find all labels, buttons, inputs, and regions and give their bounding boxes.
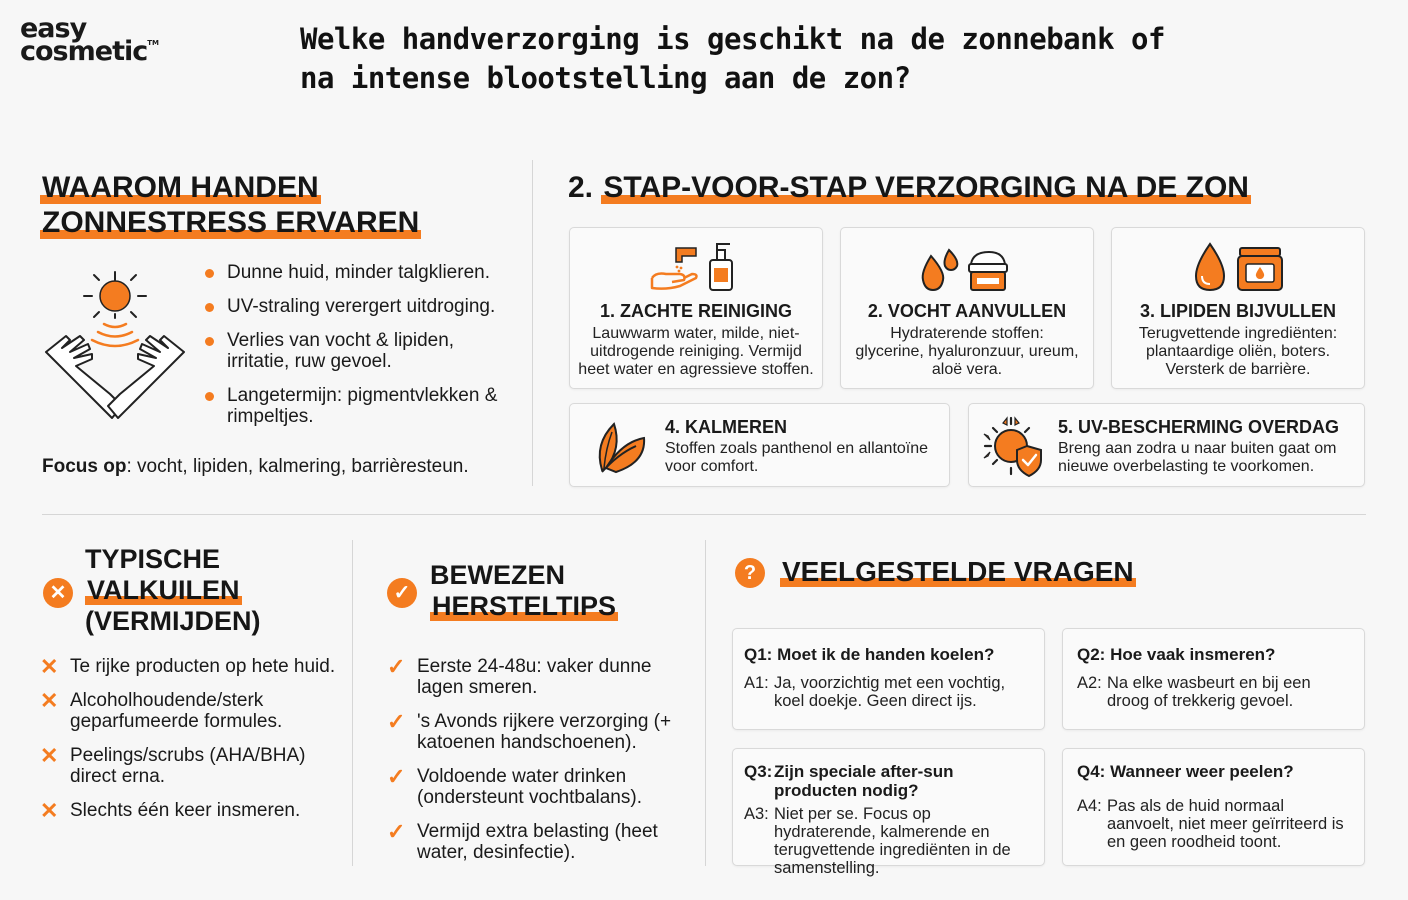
checkmark-icon: ✓ bbox=[387, 764, 406, 789]
section3-title bbox=[85, 544, 335, 637]
list-item bbox=[40, 690, 340, 732]
divider-vertical bbox=[532, 160, 533, 486]
section3-title-line2: VALKUILEN bbox=[87, 575, 240, 605]
step-text: Breng aan zodra u naar buiten gaat om nieuwe overbelasting te voorkomen. bbox=[1058, 440, 1337, 475]
section1-title bbox=[40, 170, 500, 240]
step-text: Lauwwarm water, milde, niet-uitdrogende reiniging. Vermijd heet water en agressieve stoffen. bbox=[578, 325, 814, 378]
faq-title-text: VEELGESTELDE VRAGEN bbox=[782, 556, 1134, 587]
step-title: 4. KALMEREN bbox=[665, 417, 788, 437]
faq-card bbox=[1062, 748, 1365, 866]
step-body bbox=[1058, 417, 1354, 476]
checkmark-icon: ✓ bbox=[387, 819, 406, 844]
step-title: 1. ZACHTE REINIGING bbox=[599, 301, 792, 321]
oil-drop-jar-icon bbox=[1112, 238, 1364, 294]
cross-icon: ✕ bbox=[40, 654, 59, 679]
focus-line bbox=[42, 456, 469, 478]
step-title: 2. VOCHT AANVULLEN bbox=[867, 301, 1067, 321]
divider-horizontal bbox=[42, 514, 1366, 515]
divider-vertical bbox=[352, 540, 353, 866]
step-body bbox=[665, 417, 935, 476]
section1-title-line2: ZONNESTRESS ERVAREN bbox=[42, 206, 420, 239]
faq-card bbox=[732, 628, 1045, 730]
hand-wash-pump-bottle-icon bbox=[570, 238, 822, 294]
logo-trademark: TM bbox=[147, 38, 159, 47]
step-text: Hydraterende stoffen: glycerine, hyaluronzuur, ureum, aloë vera. bbox=[855, 325, 1079, 378]
section4-title-line2: HERSTELTIPS bbox=[432, 591, 617, 621]
pitfalls-list bbox=[40, 656, 340, 834]
faq-answer bbox=[1077, 674, 1354, 710]
faq-question-text: Wanneer weer peelen? bbox=[1110, 762, 1294, 781]
list-item bbox=[40, 800, 340, 821]
faq-question-prefix: Q4: bbox=[1077, 762, 1106, 781]
step-card-reiniging bbox=[569, 227, 823, 389]
sun-shield-icon bbox=[983, 414, 1045, 478]
section2-number: 2. bbox=[568, 171, 594, 204]
step-card-uv bbox=[968, 403, 1365, 487]
list-item-text: Verlies van vocht & lipiden, irritatie, ruw gevoel. bbox=[227, 330, 455, 372]
faq-answer-text: Pas als de huid normaal aanvoelt, niet meer geïrriteerd is en geen roodheid toont. bbox=[1107, 797, 1344, 851]
tips-list bbox=[387, 656, 687, 876]
faq-answer bbox=[744, 674, 1034, 710]
list-item bbox=[40, 745, 340, 787]
list-item bbox=[40, 656, 340, 677]
faq-question-text: Moet ik de handen koelen? bbox=[777, 645, 995, 664]
step-card-kalmeren bbox=[569, 403, 950, 487]
logo-word: cosmetic bbox=[20, 35, 148, 67]
faq-answer-prefix: A1: bbox=[744, 674, 769, 692]
list-item-text: 's Avonds rijkere verzorging (+ katoenen handschoenen). bbox=[417, 711, 672, 753]
list-item bbox=[387, 656, 687, 698]
faq-question-prefix: Q1: bbox=[744, 645, 773, 664]
water-drops-cream-jar-icon bbox=[841, 238, 1093, 294]
faq-answer-text: Na elke wasbeurt en bij een droog of trekkerig gevoel. bbox=[1107, 674, 1311, 710]
list-item-text: Alcoholhoudende/sterk geparfumeerde formules. bbox=[70, 690, 283, 732]
list-item-text: UV-straling verergert uitdroging. bbox=[227, 296, 496, 317]
section1-title-line1: WAAROM HANDEN bbox=[42, 171, 319, 204]
bullet-dot-icon bbox=[205, 392, 214, 401]
faq-question bbox=[1077, 645, 1354, 664]
logo-line-2 bbox=[20, 35, 159, 67]
step-title: 5. UV-BESCHERMING OVERDAG bbox=[1058, 417, 1340, 437]
faq-question bbox=[1077, 762, 1354, 781]
list-item-text: Voldoende water drinken (ondersteunt vochtbalans). bbox=[417, 766, 642, 808]
checkmark-icon: ✓ bbox=[387, 709, 406, 734]
faq-question-prefix: Q2: bbox=[1077, 645, 1106, 664]
faq-question bbox=[744, 645, 1034, 664]
faq-answer bbox=[744, 805, 1034, 877]
section3-title-line1: TYPISCHE bbox=[85, 544, 221, 574]
checkmark-icon: ✓ bbox=[387, 654, 406, 679]
bullet-dot-icon bbox=[205, 269, 214, 278]
list-item bbox=[205, 262, 505, 283]
section2-title bbox=[568, 170, 1251, 205]
bullet-dot-icon bbox=[205, 337, 214, 346]
logo-line-1: easy bbox=[20, 13, 87, 44]
section3-title-line3: (VERMIJDEN) bbox=[85, 606, 261, 636]
section1-bullet-list bbox=[205, 262, 505, 440]
close-icon: ✕ bbox=[43, 578, 73, 608]
divider-vertical bbox=[705, 540, 706, 866]
list-item bbox=[205, 385, 505, 427]
list-item-text: Peelings/scrubs (AHA/BHA) direct erna. bbox=[70, 745, 306, 787]
section4-title bbox=[430, 560, 680, 622]
list-item-text: Eerste 24-48u: vaker dunne lagen smeren. bbox=[417, 656, 652, 698]
list-item-text: Vermijd extra belasting (heet water, desinfectie). bbox=[417, 821, 658, 863]
section4-title-line1: BEWEZEN bbox=[430, 560, 565, 590]
cross-icon: ✕ bbox=[40, 743, 59, 768]
sun-over-crossed-hands-icon bbox=[40, 266, 190, 426]
step-text: Stoffen zoals panthenol en allantoïne voor comfort. bbox=[665, 440, 929, 475]
list-item bbox=[387, 821, 687, 863]
page-title: Welke handverzorging is geschikt na de zonnebank of na intense blootstelling aan de zon? bbox=[300, 22, 1165, 95]
list-item-text: Slechts één keer insmeren. bbox=[70, 800, 301, 821]
focus-text: : vocht, lipiden, kalmering, barrièresteun. bbox=[126, 456, 469, 477]
step-title: 3. LIPIDEN BIJVULLEN bbox=[1139, 301, 1337, 321]
list-item bbox=[205, 330, 505, 372]
faq-answer bbox=[1077, 797, 1354, 851]
faq-title bbox=[780, 556, 1136, 587]
list-item-text: Dunne huid, minder talgklieren. bbox=[227, 262, 490, 283]
faq-answer-text: Niet per se. Focus op hydraterende, kalmerende en terugvettende ingrediënten in de samenstelling. bbox=[774, 805, 1011, 877]
check-icon: ✓ bbox=[387, 578, 417, 608]
bullet-dot-icon bbox=[205, 303, 214, 312]
faq-card bbox=[1062, 628, 1365, 730]
focus-label: Focus op bbox=[42, 456, 127, 477]
list-item-text: Langetermijn: pigmentvlekken & rimpeltjes. bbox=[227, 385, 498, 427]
list-item-text: Te rijke producten op hete huid. bbox=[70, 656, 336, 677]
faq-card bbox=[732, 748, 1045, 877]
faq-question-text: Hoe vaak insmeren? bbox=[1110, 645, 1276, 664]
step-card-lipiden bbox=[1111, 227, 1365, 389]
list-item bbox=[205, 296, 505, 317]
step-card-vocht bbox=[840, 227, 1094, 389]
list-item bbox=[387, 711, 687, 753]
faq-answer-text: Ja, voorzichtig met een vochtig, koel doekje. Geen direct ijs. bbox=[774, 674, 1006, 710]
list-item bbox=[387, 766, 687, 808]
faq-answer-prefix: A2: bbox=[1077, 674, 1102, 692]
section2-title-text: STAP-VOOR-STAP VERZORGING NA DE ZON bbox=[603, 171, 1249, 204]
faq-question bbox=[744, 762, 1034, 800]
question-icon: ? bbox=[735, 558, 765, 588]
brand-logo bbox=[20, 13, 159, 67]
faq-question-text: Zijn speciale after-sun producten nodig? bbox=[774, 762, 954, 800]
faq-answer-prefix: A3: bbox=[744, 805, 769, 823]
cross-icon: ✕ bbox=[40, 798, 59, 823]
faq-question-prefix: Q3: bbox=[744, 762, 773, 781]
faq-answer-prefix: A4: bbox=[1077, 797, 1102, 815]
cross-icon: ✕ bbox=[40, 688, 59, 713]
leaf-icon bbox=[592, 414, 652, 476]
step-text: Terugvettende ingrediënten: plantaardige oliën, boters. Versterk de barrière. bbox=[1138, 325, 1338, 378]
